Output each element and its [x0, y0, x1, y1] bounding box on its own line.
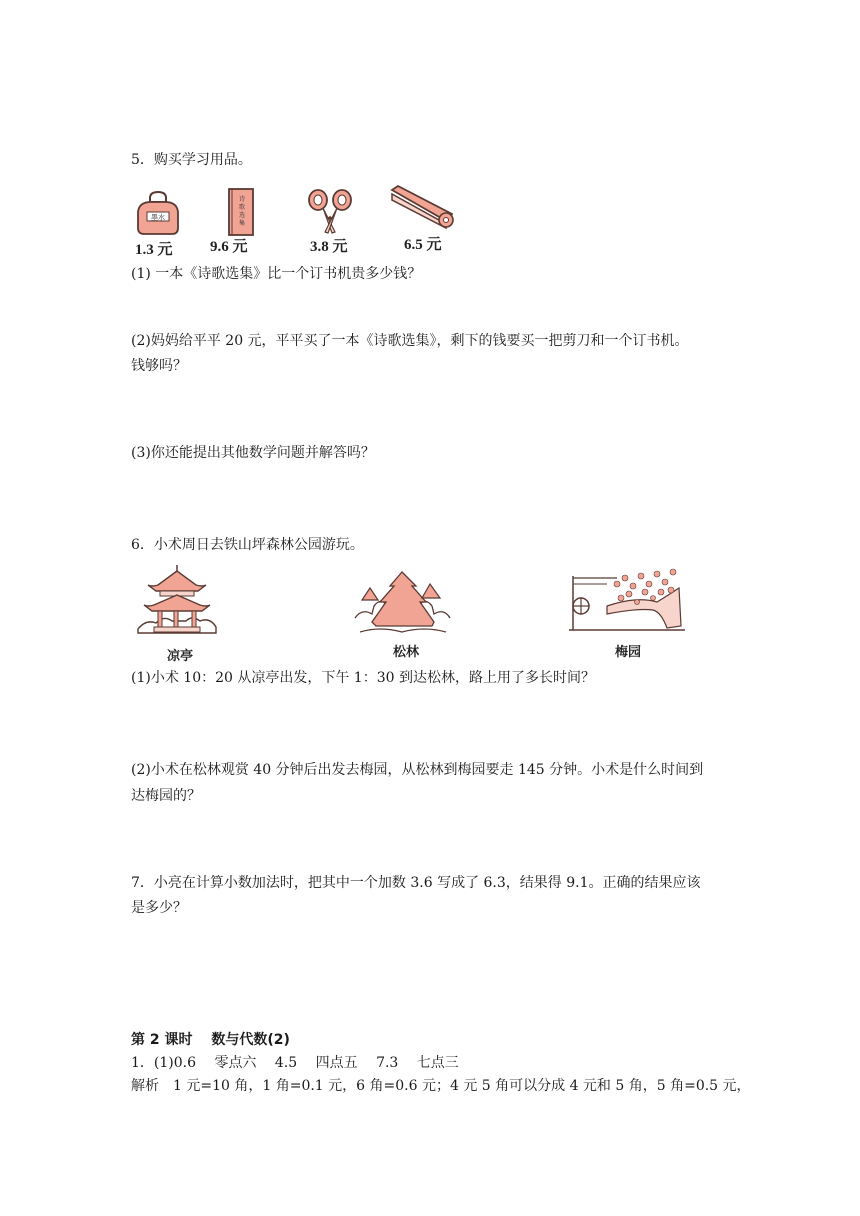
- q7-line1: 7．小亮在计算小数加法时，把其中一个加数 3.6 写成了 6.3，结果得 9.1。正确的结果应该: [131, 875, 701, 891]
- price-scissors: 3.8 元: [310, 239, 348, 255]
- svg-text:集: 集: [238, 220, 246, 227]
- q5-sub2-line1: (2)妈妈给平平 20 元，平平买了一本《诗歌选集》，剩下的钱要买一把剪刀和一个订书机。: [131, 333, 689, 349]
- poetry-book-icon: [226, 187, 256, 237]
- answers-line1: 1．(1)0.6 零点六 4.5 四点五 7.3 七点三: [131, 1055, 459, 1071]
- caption-plum-garden: 梅园: [615, 645, 642, 660]
- ink-bottle-icon: [133, 190, 183, 236]
- q6-sub1: (1)小术 10：20 从凉亭出发，下午 1：30 到达松林，路上用了多长时间？: [131, 670, 595, 686]
- q5-sub2-line2: 钱够吗？: [131, 358, 187, 374]
- q6-sub2-line1: (2)小术在松林观赏 40 分钟后出发去梅园，从松林到梅园要走 145 分钟。小术是什么时间到: [131, 762, 704, 778]
- caption-pavilion: 凉亭: [167, 649, 194, 664]
- q6-sub2-line2: 达梅园的？: [131, 788, 201, 804]
- price-ink: 1.3 元: [135, 242, 173, 258]
- ink-label: 墨水: [151, 213, 165, 222]
- scissors-icon: [305, 188, 355, 236]
- price-stapler: 6.5 元: [404, 237, 442, 253]
- pine-forest-icon: [350, 568, 455, 640]
- q6-title: 6．小术周日去铁山坪森林公园游玩。: [131, 537, 364, 553]
- q5-sub1: (1) 一本《诗歌选集》比一个订书机贵多少钱？: [131, 266, 422, 282]
- q7-line2: 是多少？: [131, 900, 187, 916]
- pavilion-icon: [136, 563, 218, 639]
- svg-text:诗: 诗: [238, 196, 246, 203]
- svg-text:歌: 歌: [238, 204, 246, 211]
- answers-heading: 第 2 课时 数与代数(2): [131, 1032, 290, 1048]
- q5-sub3: (3)你还能提出其他数学问题并解答吗？: [131, 445, 375, 461]
- svg-text:选: 选: [238, 212, 246, 219]
- q5-title: 5．购买学习用品。: [131, 152, 252, 168]
- price-book: 9.6 元: [210, 239, 248, 255]
- answers-line2: 解析 1 元=10 角，1 角=0.1 元，6 角=0.6 元；4 元 5 角可以分成 4 元和 5 角，5 角=0.5 元，: [131, 1078, 751, 1094]
- caption-pine-forest: 松林: [393, 645, 420, 660]
- stapler-icon: [388, 184, 458, 232]
- plum-garden-icon: [567, 566, 687, 634]
